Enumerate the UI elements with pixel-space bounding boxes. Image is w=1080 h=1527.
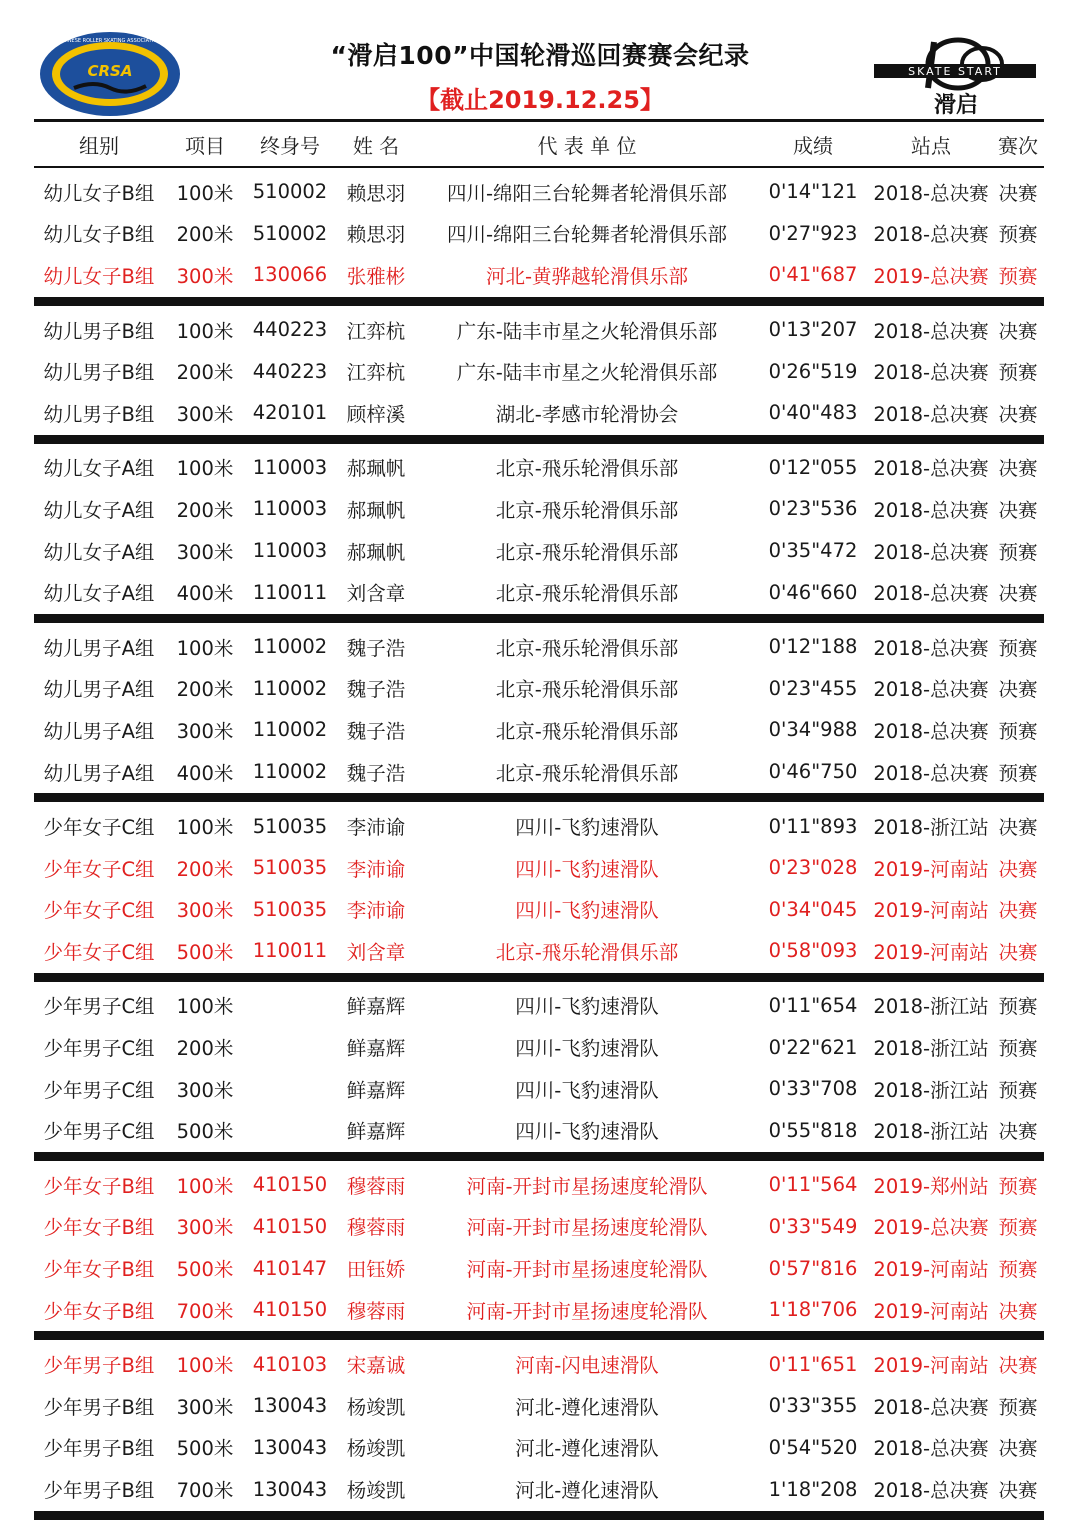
table-row — [34, 1343, 1044, 1385]
cell-id: 410103 — [252, 1352, 328, 1376]
cell-result: 0'58"093 — [768, 939, 858, 963]
cell-org: 北京-飛乐轮滑俱乐部 — [495, 582, 679, 606]
cell-id: 130066 — [252, 263, 328, 287]
cell-event: 100米 — [176, 636, 234, 660]
cell-name: 郝珮帆 — [346, 540, 406, 564]
cell-result: 0'33"708 — [768, 1077, 858, 1101]
cell-event: 100米 — [176, 995, 234, 1019]
cell-round: 预赛 — [998, 719, 1038, 743]
records-table — [34, 119, 1044, 1520]
cell-group: 幼儿女子A组 — [43, 540, 155, 564]
cell-org: 四川-飞豹速滑队 — [515, 816, 659, 840]
cell-event: 200米 — [176, 223, 234, 247]
cell-result: 0'34"045 — [768, 897, 858, 921]
cell-round: 决赛 — [998, 1479, 1038, 1503]
cell-id: 510035 — [252, 897, 328, 921]
cell-name: 李沛谕 — [346, 816, 406, 840]
col-header-result: 成绩 — [793, 133, 833, 158]
record-group — [34, 306, 1044, 444]
cell-station: 2018-总决赛 — [873, 498, 989, 522]
cell-id: 110002 — [252, 676, 328, 700]
cell-group: 幼儿女子A组 — [43, 582, 155, 606]
cell-name: 江弈杭 — [346, 319, 406, 343]
cell-round: 决赛 — [998, 816, 1038, 840]
table-row — [34, 1026, 1044, 1068]
cell-group: 少年男子B组 — [43, 1479, 155, 1503]
cell-event: 500米 — [176, 940, 234, 964]
cell-group: 幼儿男子A组 — [43, 678, 155, 702]
record-group — [34, 982, 1044, 1161]
cell-station: 2019-总决赛 — [873, 264, 989, 288]
cell-round: 预赛 — [998, 636, 1038, 660]
table-row — [34, 1068, 1044, 1110]
cell-group: 幼儿女子B组 — [43, 181, 155, 205]
cell-station: 2018-总决赛 — [873, 1479, 989, 1503]
cell-station: 2018-总决赛 — [873, 402, 989, 426]
cell-org: 河南-开封市星扬速度轮滑队 — [466, 1258, 708, 1282]
page-title: “滑启100”中国轮滑巡回赛赛会纪录 — [330, 41, 750, 70]
table-row — [34, 985, 1044, 1027]
cell-group: 幼儿女子A组 — [43, 457, 155, 481]
cell-event: 300米 — [176, 402, 234, 426]
cell-round: 预赛 — [998, 1037, 1038, 1061]
cell-name: 魏子浩 — [346, 678, 406, 702]
cell-name: 张雅彬 — [346, 264, 406, 288]
cell-station: 2019-郑州站 — [873, 1174, 989, 1198]
cell-round: 预赛 — [998, 540, 1038, 564]
cell-event: 200米 — [176, 857, 234, 881]
table-row — [34, 1164, 1044, 1206]
cell-station: 2018-浙江站 — [873, 1078, 989, 1102]
table-row — [34, 1427, 1044, 1469]
cell-event: 500米 — [176, 1258, 234, 1282]
cell-name: 顾梓溪 — [346, 402, 406, 426]
cell-result: 0'11"651 — [768, 1352, 858, 1376]
cell-round: 预赛 — [998, 223, 1038, 247]
col-header-station: 站点 — [911, 133, 951, 158]
cell-event: 100米 — [176, 1354, 234, 1378]
cell-id: 130043 — [252, 1435, 328, 1459]
table-row — [34, 392, 1044, 434]
record-group — [34, 168, 1044, 306]
table-row — [34, 571, 1044, 613]
cell-group: 少年男子C组 — [43, 995, 155, 1019]
cell-org: 北京-飛乐轮滑俱乐部 — [495, 498, 679, 522]
cell-group: 幼儿女子B组 — [43, 264, 155, 288]
cell-org: 四川-绵阳三台轮舞者轮滑俱乐部 — [446, 223, 728, 247]
cell-round: 预赛 — [998, 1258, 1038, 1282]
cell-station: 2018-总决赛 — [873, 457, 989, 481]
cell-event: 100米 — [176, 816, 234, 840]
cell-id: 110002 — [252, 718, 328, 742]
cell-event: 200米 — [176, 361, 234, 385]
cell-station: 2018-总决赛 — [873, 540, 989, 564]
cell-result: 0'27"923 — [768, 221, 858, 245]
cell-round: 决赛 — [998, 402, 1038, 426]
cell-id: 510035 — [252, 856, 328, 880]
cell-id: 110002 — [252, 635, 328, 659]
cell-name: 郝珮帆 — [346, 498, 406, 522]
cell-group: 幼儿女子B组 — [43, 223, 155, 247]
cell-id: 410150 — [252, 1173, 328, 1197]
cell-org: 北京-飛乐轮滑俱乐部 — [495, 636, 679, 660]
cell-org: 四川-飞豹速滑队 — [515, 1120, 659, 1144]
cell-name: 魏子浩 — [346, 636, 406, 660]
table-row — [34, 889, 1044, 931]
cell-result: 0'23"455 — [768, 676, 858, 700]
cell-org: 四川-飞豹速滑队 — [515, 857, 659, 881]
cell-org: 河北-遵化速滑队 — [515, 1395, 659, 1419]
cell-org: 北京-飛乐轮滑俱乐部 — [495, 540, 679, 564]
skate-start-logo-icon — [872, 34, 1040, 118]
cell-org: 四川-飞豹速滑队 — [515, 1078, 659, 1102]
cell-round: 预赛 — [998, 264, 1038, 288]
document-header — [0, 0, 1080, 120]
cell-name: 郝珮帆 — [346, 457, 406, 481]
cell-station: 2018-总决赛 — [873, 582, 989, 606]
cell-event: 300米 — [176, 1395, 234, 1419]
cell-id: 110002 — [252, 760, 328, 784]
cell-result: 0'40"483 — [768, 401, 858, 425]
cell-name: 刘含章 — [346, 582, 406, 606]
table-row — [34, 350, 1044, 392]
cell-event: 500米 — [176, 1437, 234, 1461]
right-logo-text: SKATE START — [908, 65, 1002, 78]
cell-result: 0'34"988 — [768, 718, 858, 742]
table-row — [34, 709, 1044, 751]
table-row — [34, 1247, 1044, 1289]
cell-event: 300米 — [176, 540, 234, 564]
cell-event: 700米 — [176, 1299, 234, 1323]
cell-group: 幼儿男子A组 — [43, 636, 155, 660]
table-body — [34, 168, 1044, 1520]
cell-id: 130043 — [252, 1394, 328, 1418]
cell-station: 2018-总决赛 — [873, 719, 989, 743]
cell-round: 决赛 — [998, 319, 1038, 343]
cell-event: 100米 — [176, 319, 234, 343]
cell-event: 300米 — [176, 1216, 234, 1240]
cell-group: 少年女子C组 — [43, 899, 155, 923]
cell-id: 440223 — [252, 359, 328, 383]
cell-name: 鲜嘉辉 — [346, 1037, 406, 1061]
cell-id: 410147 — [252, 1256, 328, 1280]
cell-result: 0'12"188 — [768, 635, 858, 659]
cell-station: 2018-总决赛 — [873, 223, 989, 247]
table-row — [34, 847, 1044, 889]
cell-id: 510035 — [252, 814, 328, 838]
cell-org: 河南-开封市星扬速度轮滑队 — [466, 1216, 708, 1240]
cell-round: 预赛 — [998, 1216, 1038, 1240]
cell-org: 湖北-孝感市轮滑协会 — [495, 402, 679, 426]
cell-name: 江弈杭 — [346, 361, 406, 385]
cell-group: 少年女子C组 — [43, 857, 155, 881]
cell-name: 杨竣凯 — [346, 1479, 406, 1503]
table-row — [34, 171, 1044, 213]
cell-station: 2018-总决赛 — [873, 678, 989, 702]
cell-id: 110011 — [252, 580, 328, 604]
cell-name: 刘含章 — [346, 940, 406, 964]
cell-station: 2018-总决赛 — [873, 361, 989, 385]
cell-result: 0'55"818 — [768, 1118, 858, 1142]
table-row — [34, 751, 1044, 793]
record-group — [34, 802, 1044, 981]
cell-id: 130043 — [252, 1477, 328, 1501]
cell-result: 0'54"520 — [768, 1435, 858, 1459]
col-header-org: 代 表 单 位 — [537, 133, 637, 158]
cell-group: 少年女子B组 — [43, 1258, 155, 1282]
cell-org: 四川-飞豹速滑队 — [515, 899, 659, 923]
record-group — [34, 623, 1044, 802]
record-group — [34, 1340, 1044, 1519]
cell-result: 0'23"028 — [768, 856, 858, 880]
record-group — [34, 1161, 1044, 1340]
cell-org: 河北-遵化速滑队 — [515, 1437, 659, 1461]
cell-round: 决赛 — [998, 1299, 1038, 1323]
cell-round: 预赛 — [998, 1395, 1038, 1419]
cell-id: 510002 — [252, 180, 328, 204]
cell-round: 决赛 — [998, 857, 1038, 881]
cell-station: 2018-总决赛 — [873, 761, 989, 785]
cell-event: 400米 — [176, 761, 234, 785]
cell-round: 预赛 — [998, 761, 1038, 785]
cell-name: 赖思羽 — [346, 181, 406, 205]
cell-name: 魏子浩 — [346, 719, 406, 743]
cell-group: 幼儿男子B组 — [43, 361, 155, 385]
crsa-logo-icon — [38, 30, 182, 118]
cell-station: 2018-总决赛 — [873, 181, 989, 205]
cell-result: 0'46"750 — [768, 760, 858, 784]
cell-station: 2018-总决赛 — [873, 1437, 989, 1461]
cell-station: 2019-河南站 — [873, 1299, 989, 1323]
cell-round: 预赛 — [998, 1174, 1038, 1198]
cell-name: 赖思羽 — [346, 223, 406, 247]
cell-org: 河北-遵化速滑队 — [515, 1479, 659, 1503]
cell-event: 400米 — [176, 582, 234, 606]
cell-result: 0'23"536 — [768, 497, 858, 521]
table-row — [34, 1109, 1044, 1151]
cell-event: 300米 — [176, 899, 234, 923]
cell-org: 北京-飛乐轮滑俱乐部 — [495, 457, 679, 481]
cell-result: 0'11"654 — [768, 993, 858, 1017]
cell-round: 预赛 — [998, 995, 1038, 1019]
cell-station: 2018-浙江站 — [873, 995, 989, 1019]
table-row — [34, 254, 1044, 296]
cell-event: 300米 — [176, 264, 234, 288]
cell-round: 预赛 — [998, 361, 1038, 385]
left-logo-text: CRSA — [87, 62, 133, 80]
cell-name: 杨竣凯 — [346, 1437, 406, 1461]
cell-event: 500米 — [176, 1120, 234, 1144]
table-row — [34, 213, 1044, 255]
cell-org: 北京-飛乐轮滑俱乐部 — [495, 761, 679, 785]
col-header-event: 项目 — [185, 133, 225, 158]
cell-station: 2018-浙江站 — [873, 816, 989, 840]
cell-station: 2019-总决赛 — [873, 1216, 989, 1240]
cell-group: 少年女子B组 — [43, 1299, 155, 1323]
cell-result: 0'11"564 — [768, 1173, 858, 1197]
table-row — [34, 1468, 1044, 1510]
cell-result: 0'12"055 — [768, 455, 858, 479]
cell-group: 少年男子C组 — [43, 1120, 155, 1144]
cell-event: 200米 — [176, 498, 234, 522]
cell-result: 0'22"621 — [768, 1035, 858, 1059]
cell-id: 510002 — [252, 221, 328, 245]
cell-event: 200米 — [176, 1037, 234, 1061]
cell-group: 少年男子B组 — [43, 1354, 155, 1378]
page-subtitle: 【截止2019.12.25】 — [416, 86, 664, 114]
cell-name: 田钰娇 — [346, 1258, 406, 1282]
cell-result: 1'18"706 — [768, 1298, 858, 1322]
table-row — [34, 805, 1044, 847]
cell-org: 河南-闪电速滑队 — [515, 1354, 659, 1378]
cell-org: 北京-飛乐轮滑俱乐部 — [495, 719, 679, 743]
table-row — [34, 1206, 1044, 1248]
cell-round: 预赛 — [998, 1078, 1038, 1102]
table-row — [34, 1289, 1044, 1331]
table-row — [34, 309, 1044, 351]
cell-round: 决赛 — [998, 899, 1038, 923]
cell-org: 四川-飞豹速滑队 — [515, 995, 659, 1019]
cell-result: 0'41"687 — [768, 263, 858, 287]
cell-id: 410150 — [252, 1214, 328, 1238]
cell-event: 200米 — [176, 678, 234, 702]
cell-result: 0'26"519 — [768, 359, 858, 383]
table-row — [34, 447, 1044, 489]
cell-station: 2018-总决赛 — [873, 319, 989, 343]
cell-event: 100米 — [176, 457, 234, 481]
cell-result: 0'33"549 — [768, 1214, 858, 1238]
cell-org: 北京-飛乐轮滑俱乐部 — [495, 678, 679, 702]
cell-name: 魏子浩 — [346, 761, 406, 785]
cell-result: 0'14"121 — [768, 180, 858, 204]
cell-result: 0'13"207 — [768, 318, 858, 342]
cell-org: 河南-开封市星扬速度轮滑队 — [466, 1174, 708, 1198]
cell-round: 决赛 — [998, 940, 1038, 964]
table-row — [34, 530, 1044, 572]
cell-station: 2018-浙江站 — [873, 1037, 989, 1061]
cell-round: 决赛 — [998, 181, 1038, 205]
cell-group: 幼儿男子B组 — [43, 402, 155, 426]
cell-org: 四川-绵阳三台轮舞者轮滑俱乐部 — [446, 181, 728, 205]
cell-group: 幼儿男子A组 — [43, 719, 155, 743]
cell-name: 穆蓉雨 — [346, 1216, 406, 1240]
cell-round: 决赛 — [998, 678, 1038, 702]
cell-round: 决赛 — [998, 1437, 1038, 1461]
table-row — [34, 626, 1044, 668]
cell-event: 100米 — [176, 1174, 234, 1198]
cell-result: 0'46"660 — [768, 580, 858, 604]
cell-id: 110003 — [252, 539, 328, 563]
cell-group: 幼儿男子A组 — [43, 761, 155, 785]
cell-id: 440223 — [252, 318, 328, 342]
cell-name: 穆蓉雨 — [346, 1299, 406, 1323]
cell-group: 少年女子C组 — [43, 940, 155, 964]
cell-group: 少年女子B组 — [43, 1216, 155, 1240]
cell-event: 700米 — [176, 1479, 234, 1503]
cell-name: 李沛谕 — [346, 857, 406, 881]
cell-name: 穆蓉雨 — [346, 1174, 406, 1198]
cell-name: 宋嘉诚 — [346, 1354, 406, 1378]
table-header — [34, 122, 1044, 168]
col-header-id: 终身号 — [260, 133, 320, 158]
cell-group: 少年男子C组 — [43, 1078, 155, 1102]
col-header-group: 组别 — [79, 133, 119, 158]
cell-id: 110003 — [252, 497, 328, 521]
cell-event: 300米 — [176, 1078, 234, 1102]
cell-name: 鲜嘉辉 — [346, 995, 406, 1019]
cell-station: 2019-河南站 — [873, 857, 989, 881]
cell-result: 0'35"472 — [768, 539, 858, 563]
cell-org: 河南-开封市星扬速度轮滑队 — [466, 1299, 708, 1323]
cell-id: 410150 — [252, 1298, 328, 1322]
cell-round: 决赛 — [998, 1354, 1038, 1378]
cell-id: 110011 — [252, 939, 328, 963]
cell-group: 幼儿女子A组 — [43, 498, 155, 522]
col-header-round: 赛次 — [998, 133, 1038, 158]
cell-round: 决赛 — [998, 582, 1038, 606]
cell-result: 0'11"893 — [768, 814, 858, 838]
cell-group: 少年女子B组 — [43, 1174, 155, 1198]
cell-org: 四川-飞豹速滑队 — [515, 1037, 659, 1061]
cell-station: 2019-河南站 — [873, 1258, 989, 1282]
left-logo-ring-text: CHINESE ROLLER SKATING ASSOCIATION — [59, 38, 161, 44]
cell-result: 0'33"355 — [768, 1394, 858, 1418]
record-group — [34, 444, 1044, 623]
cell-name: 杨竣凯 — [346, 1395, 406, 1419]
table-row — [34, 488, 1044, 530]
cell-round: 决赛 — [998, 1120, 1038, 1144]
table-row — [34, 930, 1044, 972]
cell-round: 决赛 — [998, 498, 1038, 522]
cell-result: 1'18"208 — [768, 1477, 858, 1501]
cell-event: 100米 — [176, 181, 234, 205]
table-row — [34, 668, 1044, 710]
cell-group: 少年男子C组 — [43, 1037, 155, 1061]
cell-name: 鲜嘉辉 — [346, 1120, 406, 1144]
cell-org: 广东-陆丰市星之火轮滑俱乐部 — [456, 361, 718, 385]
cell-group: 少年男子B组 — [43, 1437, 155, 1461]
right-logo-cn: 滑启 — [933, 93, 979, 118]
cell-result: 0'57"816 — [768, 1256, 858, 1280]
cell-station: 2018-浙江站 — [873, 1120, 989, 1144]
cell-event: 300米 — [176, 719, 234, 743]
cell-group: 幼儿男子B组 — [43, 319, 155, 343]
cell-station: 2019-河南站 — [873, 1354, 989, 1378]
col-header-name: 姓 名 — [352, 133, 400, 158]
cell-station: 2018-总决赛 — [873, 1395, 989, 1419]
cell-org: 北京-飛乐轮滑俱乐部 — [495, 940, 679, 964]
cell-group: 少年男子B组 — [43, 1395, 155, 1419]
cell-org: 河北-黄骅越轮滑俱乐部 — [485, 264, 689, 288]
cell-org: 广东-陆丰市星之火轮滑俱乐部 — [456, 319, 718, 343]
cell-id: 420101 — [252, 401, 328, 425]
cell-id: 110003 — [252, 455, 328, 479]
cell-name: 李沛谕 — [346, 899, 406, 923]
cell-group: 少年女子C组 — [43, 816, 155, 840]
cell-station: 2019-河南站 — [873, 899, 989, 923]
cell-round: 决赛 — [998, 457, 1038, 481]
cell-station: 2018-总决赛 — [873, 636, 989, 660]
cell-name: 鲜嘉辉 — [346, 1078, 406, 1102]
table-row — [34, 1385, 1044, 1427]
cell-station: 2019-河南站 — [873, 940, 989, 964]
